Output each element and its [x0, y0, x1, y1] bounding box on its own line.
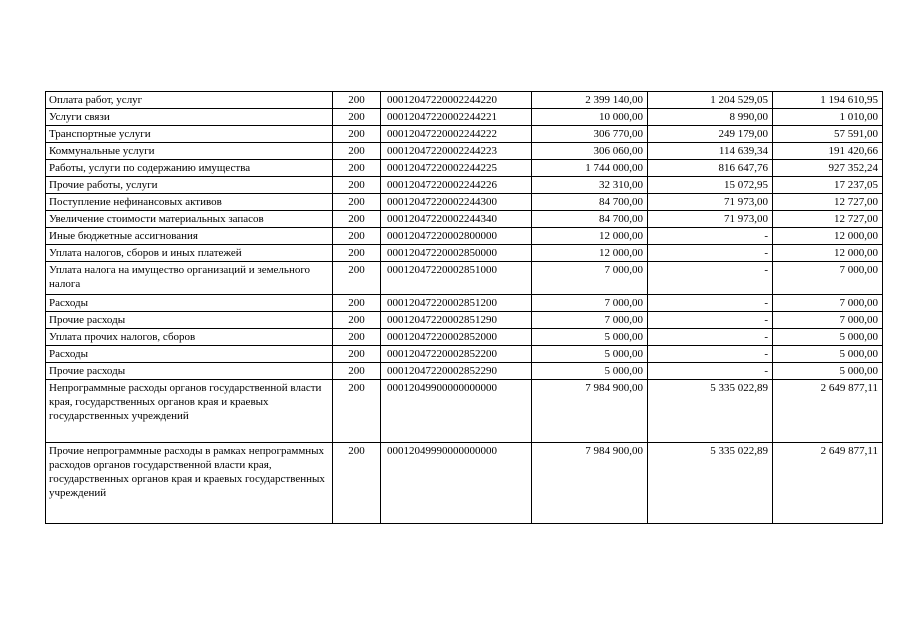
unexecuted-amount-cell: 12 727,00 [773, 194, 883, 211]
table-row [46, 329, 883, 346]
expense-name-cell: Прочие расходы [46, 312, 333, 329]
table-row [46, 109, 883, 126]
classification-code-cell: 00012047220002244223 [381, 143, 532, 160]
classification-code-cell: 00012047220002244226 [381, 177, 532, 194]
approved-amount-cell: 5 000,00 [532, 346, 648, 363]
approved-amount-cell: 1 744 000,00 [532, 160, 648, 177]
budget-execution-table [45, 91, 883, 524]
classification-code-cell: 00012047220002852290 [381, 363, 532, 380]
executed-amount-cell: 71 973,00 [648, 194, 773, 211]
line-code-cell: 200 [333, 92, 381, 109]
classification-code-cell: 00012047220002244300 [381, 194, 532, 211]
expense-name-cell: Прочие работы, услуги [46, 177, 333, 194]
table-row [46, 295, 883, 312]
unexecuted-amount-cell: 2 649 877,11 [773, 443, 883, 524]
executed-amount-cell: - [648, 245, 773, 262]
classification-code-cell: 00012047220002244340 [381, 211, 532, 228]
approved-amount-cell: 12 000,00 [532, 228, 648, 245]
table-row [46, 443, 883, 524]
unexecuted-amount-cell: 7 000,00 [773, 312, 883, 329]
line-code-cell: 200 [333, 177, 381, 194]
classification-code-cell: 00012047220002244222 [381, 126, 532, 143]
executed-amount-cell: 816 647,76 [648, 160, 773, 177]
approved-amount-cell: 7 984 900,00 [532, 443, 648, 524]
unexecuted-amount-cell: 17 237,05 [773, 177, 883, 194]
table-row [46, 380, 883, 443]
classification-code-cell: 00012047220002850000 [381, 245, 532, 262]
approved-amount-cell: 7 000,00 [532, 312, 648, 329]
table-row [46, 143, 883, 160]
expense-name-cell: Поступление нефинансовых активов [46, 194, 333, 211]
approved-amount-cell: 84 700,00 [532, 194, 648, 211]
table-row [46, 312, 883, 329]
executed-amount-cell: 71 973,00 [648, 211, 773, 228]
table-row [46, 126, 883, 143]
unexecuted-amount-cell: 191 420,66 [773, 143, 883, 160]
expense-name-cell: Расходы [46, 295, 333, 312]
classification-code-cell: 00012047220002244221 [381, 109, 532, 126]
classification-code-cell: 00012047220002852200 [381, 346, 532, 363]
expense-name-cell: Уплата налогов, сборов и иных платежей [46, 245, 333, 262]
classification-code-cell: 00012049990000000000 [381, 443, 532, 524]
line-code-cell: 200 [333, 228, 381, 245]
executed-amount-cell: - [648, 228, 773, 245]
classification-code-cell: 00012047220002244220 [381, 92, 532, 109]
unexecuted-amount-cell: 1 010,00 [773, 109, 883, 126]
executed-amount-cell: - [648, 346, 773, 363]
expense-name-cell: Непрограммные расходы органов государственной власти края, государственных органов края и краевых государственных учреждений [46, 380, 333, 443]
table-body [46, 92, 883, 524]
unexecuted-amount-cell: 12 000,00 [773, 245, 883, 262]
unexecuted-amount-cell: 12 727,00 [773, 211, 883, 228]
executed-amount-cell: 15 072,95 [648, 177, 773, 194]
approved-amount-cell: 5 000,00 [532, 363, 648, 380]
line-code-cell: 200 [333, 262, 381, 295]
table-row [46, 245, 883, 262]
executed-amount-cell: - [648, 363, 773, 380]
executed-amount-cell: 114 639,34 [648, 143, 773, 160]
classification-code-cell: 00012047220002851290 [381, 312, 532, 329]
line-code-cell: 200 [333, 346, 381, 363]
classification-code-cell: 00012047220002851200 [381, 295, 532, 312]
expense-name-cell: Услуги связи [46, 109, 333, 126]
table-row [46, 177, 883, 194]
expense-name-cell: Оплата работ, услуг [46, 92, 333, 109]
line-code-cell: 200 [333, 245, 381, 262]
executed-amount-cell: - [648, 295, 773, 312]
line-code-cell: 200 [333, 109, 381, 126]
executed-amount-cell: - [648, 262, 773, 295]
executed-amount-cell: 5 335 022,89 [648, 443, 773, 524]
expense-name-cell: Коммунальные услуги [46, 143, 333, 160]
unexecuted-amount-cell: 7 000,00 [773, 295, 883, 312]
executed-amount-cell: 249 179,00 [648, 126, 773, 143]
unexecuted-amount-cell: 927 352,24 [773, 160, 883, 177]
approved-amount-cell: 12 000,00 [532, 245, 648, 262]
executed-amount-cell: 5 335 022,89 [648, 380, 773, 443]
expense-name-cell: Иные бюджетные ассигнования [46, 228, 333, 245]
line-code-cell: 200 [333, 211, 381, 228]
table-row [46, 194, 883, 211]
table-row [46, 228, 883, 245]
unexecuted-amount-cell: 5 000,00 [773, 363, 883, 380]
executed-amount-cell: - [648, 329, 773, 346]
executed-amount-cell: 8 990,00 [648, 109, 773, 126]
unexecuted-amount-cell: 57 591,00 [773, 126, 883, 143]
unexecuted-amount-cell: 5 000,00 [773, 346, 883, 363]
unexecuted-amount-cell: 7 000,00 [773, 262, 883, 295]
classification-code-cell: 00012047220002851000 [381, 262, 532, 295]
line-code-cell: 200 [333, 194, 381, 211]
expense-name-cell: Транспортные услуги [46, 126, 333, 143]
classification-code-cell: 00012047220002244225 [381, 160, 532, 177]
unexecuted-amount-cell: 5 000,00 [773, 329, 883, 346]
line-code-cell: 200 [333, 160, 381, 177]
line-code-cell: 200 [333, 363, 381, 380]
table-row [46, 160, 883, 177]
expense-name-cell: Уплата прочих налогов, сборов [46, 329, 333, 346]
expense-name-cell: Прочие расходы [46, 363, 333, 380]
approved-amount-cell: 32 310,00 [532, 177, 648, 194]
approved-amount-cell: 306 060,00 [532, 143, 648, 160]
approved-amount-cell: 306 770,00 [532, 126, 648, 143]
unexecuted-amount-cell: 1 194 610,95 [773, 92, 883, 109]
approved-amount-cell: 7 984 900,00 [532, 380, 648, 443]
classification-code-cell: 00012049900000000000 [381, 380, 532, 443]
table-row [46, 262, 883, 295]
approved-amount-cell: 10 000,00 [532, 109, 648, 126]
line-code-cell: 200 [333, 312, 381, 329]
expense-name-cell: Расходы [46, 346, 333, 363]
expense-name-cell: Уплата налога на имущество организаций и земельного налога [46, 262, 333, 295]
line-code-cell: 200 [333, 380, 381, 443]
line-code-cell: 200 [333, 143, 381, 160]
table-row [46, 92, 883, 109]
classification-code-cell: 00012047220002800000 [381, 228, 532, 245]
expense-name-cell: Работы, услуги по содержанию имущества [46, 160, 333, 177]
expense-name-cell: Прочие непрограммные расходы в рамках непрограммных расходов органов государственной власти края, государственных органов края и краевых государственных учреждений [46, 443, 333, 524]
expense-name-cell: Увеличение стоимости материальных запасов [46, 211, 333, 228]
unexecuted-amount-cell: 2 649 877,11 [773, 380, 883, 443]
line-code-cell: 200 [333, 329, 381, 346]
approved-amount-cell: 84 700,00 [532, 211, 648, 228]
unexecuted-amount-cell: 12 000,00 [773, 228, 883, 245]
table-row [46, 346, 883, 363]
table-row [46, 211, 883, 228]
executed-amount-cell: - [648, 312, 773, 329]
line-code-cell: 200 [333, 126, 381, 143]
line-code-cell: 200 [333, 295, 381, 312]
approved-amount-cell: 5 000,00 [532, 329, 648, 346]
executed-amount-cell: 1 204 529,05 [648, 92, 773, 109]
line-code-cell: 200 [333, 443, 381, 524]
approved-amount-cell: 7 000,00 [532, 295, 648, 312]
table-row [46, 363, 883, 380]
classification-code-cell: 00012047220002852000 [381, 329, 532, 346]
approved-amount-cell: 2 399 140,00 [532, 92, 648, 109]
approved-amount-cell: 7 000,00 [532, 262, 648, 295]
